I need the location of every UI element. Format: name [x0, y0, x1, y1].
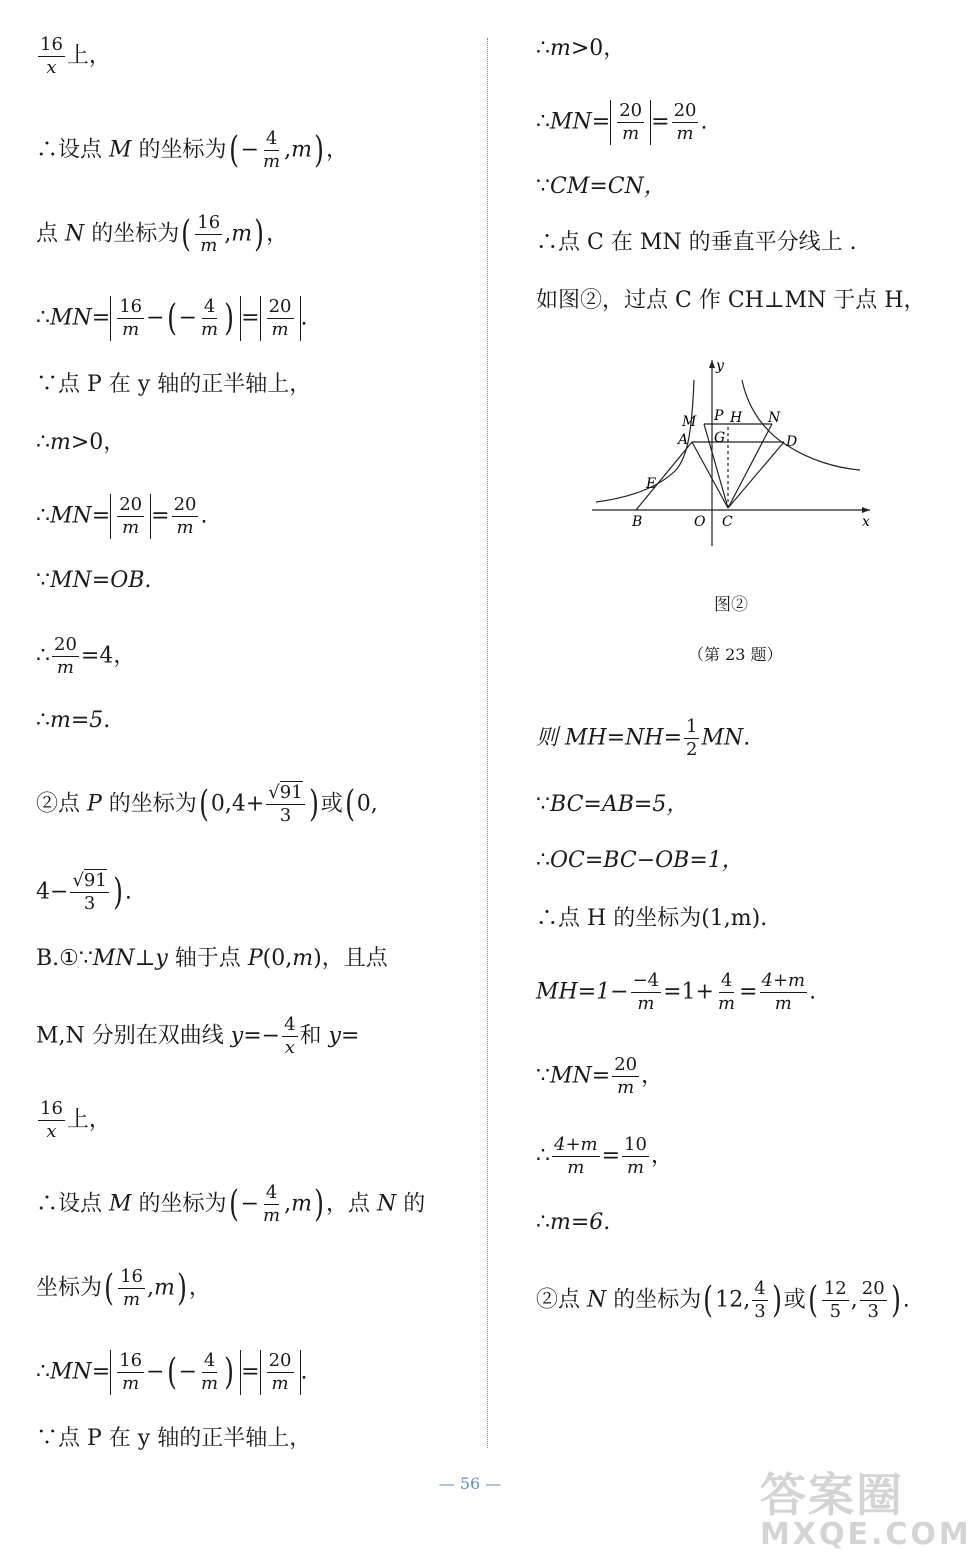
line-r6: 则 MH=NH= $\frac{1}{2}$ MN. — [536, 716, 751, 760]
absolute-value: $\frac{16}{m}$ −(− $\frac{4}{m}$ ) — [110, 296, 241, 341]
line-l8: ∵MN=OB. — [36, 568, 152, 593]
label-n: N — [768, 410, 781, 426]
label-m: M — [682, 414, 697, 430]
line-l13: B.①∵MN⊥y 轴于点 P(0,m)，且点 — [36, 946, 388, 971]
line-l3: 点 N 的坐标为( $\frac{16}{m}$ ,m)， — [36, 212, 289, 256]
fraction: $\frac{4}{3}$ — [754, 1278, 766, 1322]
watermark-top: 答案圈 — [760, 1468, 904, 1522]
line-r4: ∴点 C 在 MN 的垂直平分线上 . — [536, 230, 857, 255]
line-r5: 如图②，过点 C 作 CH⊥MN 于点 H， — [536, 288, 926, 313]
line-l7: ∴MN= $\frac{20}{m}$ = $\frac{20}{m}$ . — [36, 494, 208, 538]
line-l5: ∵点 P 在 y 轴的正半轴上， — [36, 372, 312, 397]
fraction: $\frac{4}{m}$ — [263, 128, 281, 172]
label-e: E — [646, 476, 657, 492]
label-h: H — [730, 410, 743, 426]
fraction: $\frac{20}{m}$ — [673, 100, 697, 144]
figure-caption: （第 23 题） — [688, 645, 783, 664]
line-l10: ∴m=5. — [36, 708, 111, 733]
page-number: — 56 — — [438, 1474, 502, 1493]
absolute-value: $\frac{16}{m}$ −(− $\frac{4}{m}$ ) — [110, 1350, 241, 1395]
fraction: $\frac{-4}{m}$ — [632, 970, 660, 1014]
label-y: y — [716, 358, 724, 374]
column-divider — [487, 38, 488, 1448]
line-l18: ∴MN= $\frac{16}{m}$ −(− $\frac{4}{m}$ ) = $\frac{20}{m}$ . — [36, 1350, 308, 1394]
absolute-value — [260, 296, 301, 341]
line-r1: ∴m>0， — [536, 36, 626, 61]
fraction: $\frac{√91}{3}$ — [72, 870, 107, 914]
label-p: P — [714, 408, 724, 424]
fraction: $\frac{4}{x}$ — [284, 1014, 296, 1058]
line-r2: ∴MN= $\frac{20}{m}$ = $\frac{20}{m}$ . — [536, 100, 708, 144]
fraction: $\frac{20}{m}$ — [54, 634, 77, 678]
fraction: $\frac{20}{m}$ — [268, 1350, 292, 1394]
line-r3: ∵CM=CN， — [536, 174, 666, 199]
segment-ca — [692, 442, 728, 508]
line-r11: ∵MN= $\frac{20}{m}$ ， — [536, 1054, 664, 1098]
line-r13: ∴m=6. — [536, 1210, 611, 1235]
fraction: $\frac{4}{m}$ — [263, 1182, 281, 1226]
y-axis-arrow — [709, 360, 715, 368]
fraction: $\frac{4}{m}$ — [718, 970, 736, 1014]
fraction: $\frac{16}{x}$ — [40, 34, 63, 78]
line-l17: 坐标为( $\frac{16}{m}$ ,m)， — [36, 1266, 211, 1310]
label-o: O — [694, 514, 706, 530]
line-r8: ∴OC=BC−OB=1， — [536, 848, 744, 873]
fraction: $\frac{10}{m}$ — [624, 1134, 647, 1178]
geometry-figure — [588, 350, 878, 550]
label-x: x — [862, 514, 870, 530]
fraction: $\frac{16}{m}$ — [197, 212, 221, 256]
segment-ba — [636, 442, 692, 510]
line-l12: 4− $\frac{√91}{3}$ ). — [36, 870, 132, 914]
line-l4: ∴MN= $\frac{16}{m}$ −(− $\frac{4}{m}$ ) = $\frac{20}{m}$ . — [36, 296, 308, 340]
segment-cd — [728, 442, 784, 508]
label-a: A — [678, 432, 689, 448]
fraction: $\frac{12}{5}$ — [823, 1278, 847, 1322]
figure-title: 图② — [714, 595, 748, 615]
fraction: $\frac{16}{m}$ — [120, 1266, 143, 1310]
line-l15: $\frac{16}{x}$ 上， — [40, 1098, 111, 1142]
watermark-bottom: MXQE.COM — [760, 1517, 972, 1552]
label-b: B — [632, 514, 643, 530]
fraction: $\frac{4}{m}$ — [201, 296, 219, 340]
line-l11: ②点 P 的坐标为(0,4+ $\frac{√91}{3}$ )或(0, — [36, 782, 378, 826]
fraction: $\frac{√91}{3}$ — [268, 782, 303, 826]
fraction: $\frac{16}{m}$ — [119, 1350, 143, 1394]
fraction: $\frac{16}{x}$ — [40, 1098, 63, 1142]
x-axis-arrow — [862, 507, 870, 513]
fraction: $\frac{4+m}{m}$ — [554, 1134, 598, 1178]
fraction: $\frac{20}{3}$ — [861, 1278, 885, 1322]
line-r10: MH=1− $\frac{-4}{m}$ =1+ $\frac{4}{m}$ = $\frac{4+m}{m}$ . — [536, 970, 817, 1014]
fraction: $\frac{4}{m}$ — [201, 1350, 219, 1394]
fraction: $\frac{20}{m}$ — [614, 1054, 638, 1098]
line-l6: ∴m>0， — [36, 430, 126, 455]
fraction: $\frac{1}{2}$ — [686, 716, 698, 760]
watermark-logo — [760, 1470, 972, 1550]
label-c: C — [722, 514, 733, 530]
label-g: G — [714, 430, 726, 446]
line-r7: ∵BC=AB=5， — [536, 792, 689, 817]
label-d: D — [786, 434, 798, 450]
fraction: $\frac{20}{m}$ — [173, 494, 197, 538]
line-r12: ∴ $\frac{4+m}{m}$ = $\frac{10}{m}$ ， — [536, 1134, 673, 1178]
segment-cn — [728, 424, 772, 508]
fraction: $\frac{20}{m}$ — [268, 296, 292, 340]
fraction: $\frac{16}{m}$ — [119, 296, 143, 340]
line-l9: ∴ $\frac{20}{m}$ =4， — [36, 634, 136, 678]
fraction: $\frac{20}{m}$ — [619, 100, 643, 144]
line-l19: ∵点 P 在 y 轴的正半轴上， — [36, 1426, 312, 1451]
fraction: $\frac{20}{m}$ — [119, 494, 143, 538]
absolute-value — [110, 494, 151, 539]
absolute-value — [610, 100, 651, 145]
line-l14: M,N 分别在双曲线 y=− $\frac{4}{x}$ 和 y= — [36, 1014, 360, 1058]
absolute-value — [260, 1350, 301, 1395]
line-r14: ②点 N 的坐标为(12, $\frac{4}{3}$ )或( $\frac{12}{5}$ , $\frac{20}{3}$ ). — [536, 1278, 910, 1322]
fraction: $\frac{4+m}{m}$ — [761, 970, 806, 1014]
line-l1: $\frac{16}{x}$ 上， — [40, 34, 111, 78]
line-l2: ∴设点 M 的坐标为(− $\frac{4}{m}$ ,m)， — [36, 128, 349, 172]
hyperbola-right — [742, 380, 860, 470]
line-l16: ∴设点 M 的坐标为(− $\frac{4}{m}$ ,m)，点 N 的 — [36, 1182, 426, 1226]
line-r9: ∴点 H 的坐标为(1,m). — [536, 906, 768, 931]
